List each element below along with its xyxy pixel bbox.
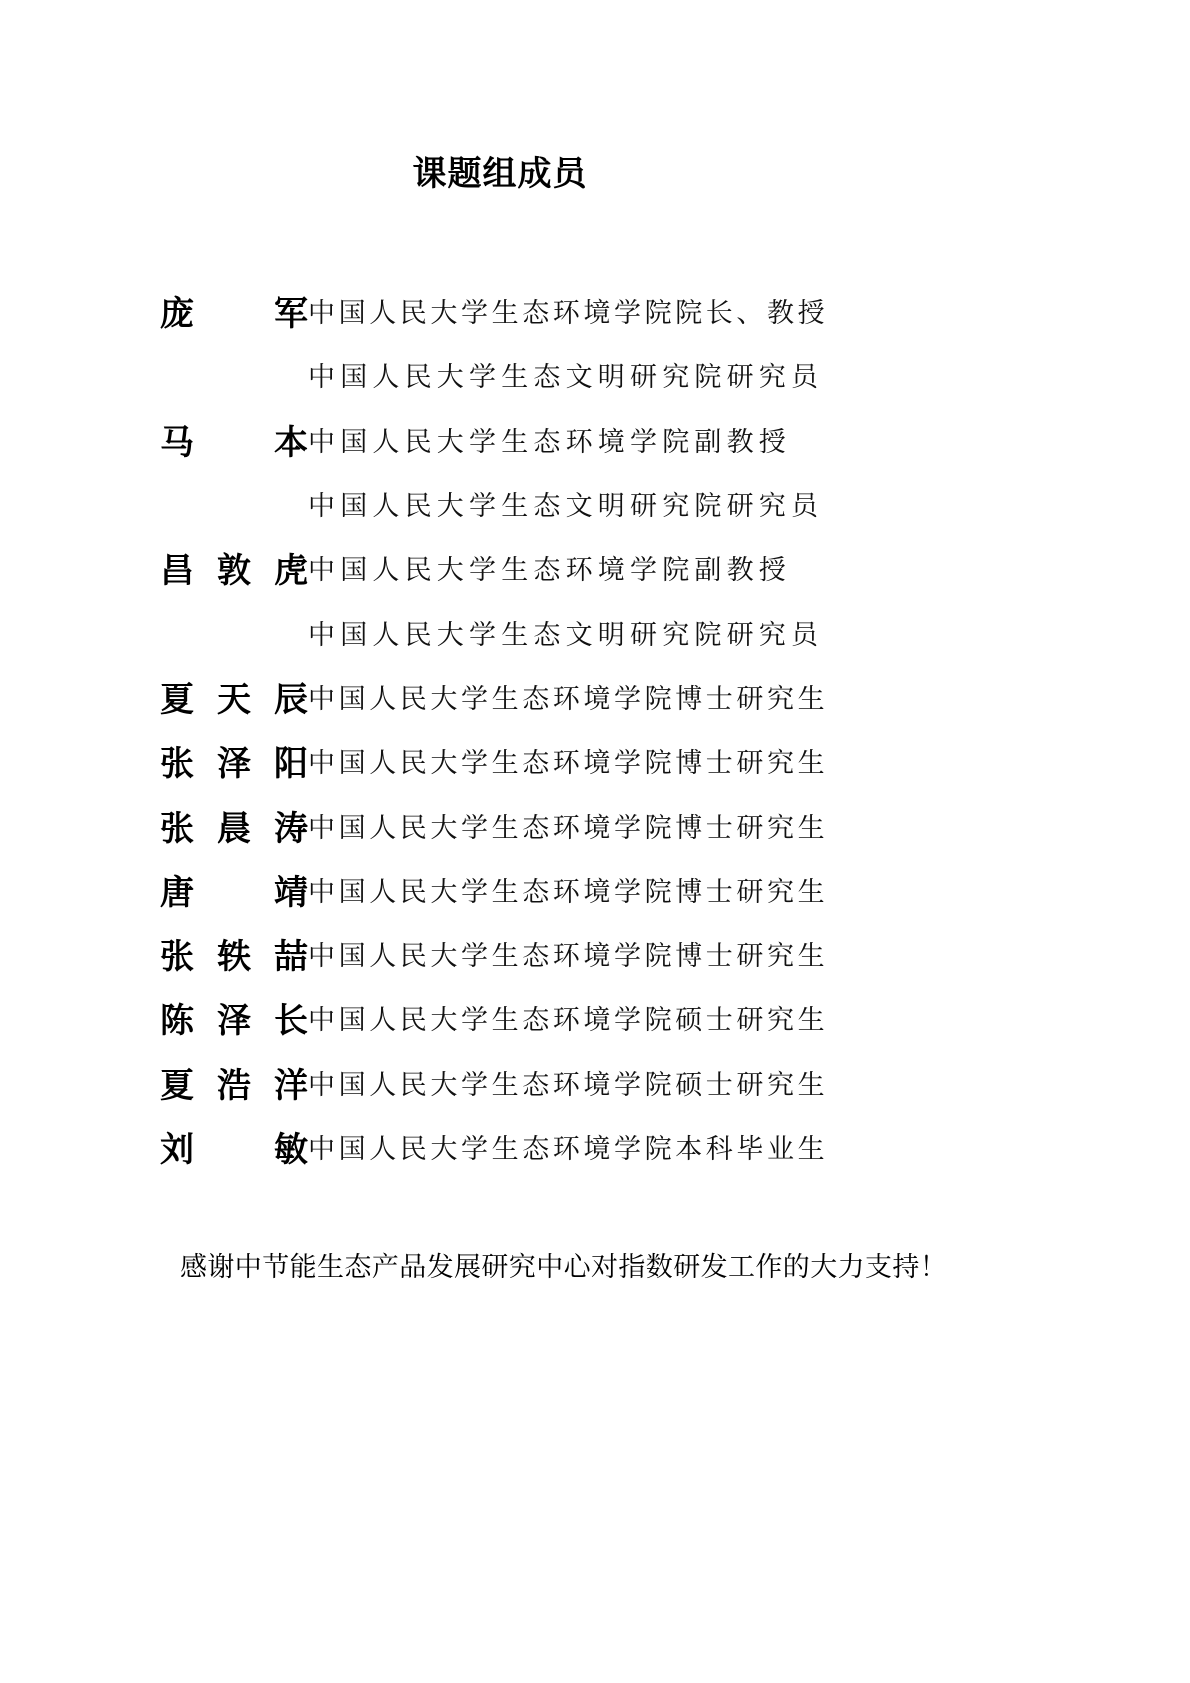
member-list: [160, 282, 860, 1182]
member-name: 张轶喆: [160, 937, 308, 978]
member-row: [160, 475, 860, 539]
member-row: [160, 411, 860, 475]
member-row: [160, 346, 860, 410]
member-row: [160, 539, 860, 603]
member-affiliation: 中国人民大学生态环境学院博士研究生: [308, 876, 829, 908]
member-name: 马 本: [160, 422, 308, 463]
member-row: [160, 668, 860, 732]
member-row: [160, 796, 860, 860]
page-title: 课题组成员: [412, 154, 588, 194]
member-row: [160, 1054, 860, 1118]
member-name: 陈泽长: [160, 1001, 308, 1042]
member-row: [160, 925, 860, 989]
member-row: [160, 732, 860, 796]
member-name: 夏天辰: [160, 679, 308, 720]
member-affiliation: 中国人民大学生态文明研究院研究员: [308, 362, 824, 394]
member-name: 张泽阳: [160, 744, 308, 785]
member-row: [160, 989, 860, 1053]
member-name: 张晨涛: [160, 808, 308, 849]
member-row: [160, 603, 860, 667]
member-name: 昌敦虎: [160, 551, 308, 592]
member-affiliation: 中国人民大学生态环境学院博士研究生: [308, 748, 829, 780]
member-name: 唐 靖: [160, 872, 308, 913]
member-affiliation: 中国人民大学生态环境学院副教授: [308, 426, 791, 458]
member-name: 刘 敏: [160, 1130, 308, 1170]
member-affiliation: 中国人民大学生态环境学院硕士研究生: [308, 1005, 829, 1037]
member-name: 庞 军: [160, 294, 308, 335]
member-name: 夏浩洋: [160, 1065, 308, 1106]
member-affiliation: 中国人民大学生态环境学院博士研究生: [308, 683, 829, 715]
member-affiliation: 中国人民大学生态环境学院副教授: [308, 555, 791, 587]
member-row: [160, 1118, 860, 1182]
member-affiliation: 中国人民大学生态环境学院院长、教授: [308, 298, 829, 330]
member-affiliation: 中国人民大学生态文明研究院研究员: [308, 491, 824, 523]
member-affiliation: 中国人民大学生态文明研究院研究员: [308, 619, 824, 651]
member-row: [160, 282, 860, 346]
member-affiliation: 中国人民大学生态环境学院博士研究生: [308, 941, 829, 973]
member-row: [160, 861, 860, 925]
member-affiliation: 中国人民大学生态环境学院本科毕业生: [308, 1134, 829, 1165]
acknowledgement: 感谢中节能生态产品发展研究中心对指数研发工作的大力支持！: [180, 1252, 948, 1283]
member-affiliation: 中国人民大学生态环境学院博士研究生: [308, 812, 829, 844]
member-affiliation: 中国人民大学生态环境学院硕士研究生: [308, 1069, 829, 1101]
